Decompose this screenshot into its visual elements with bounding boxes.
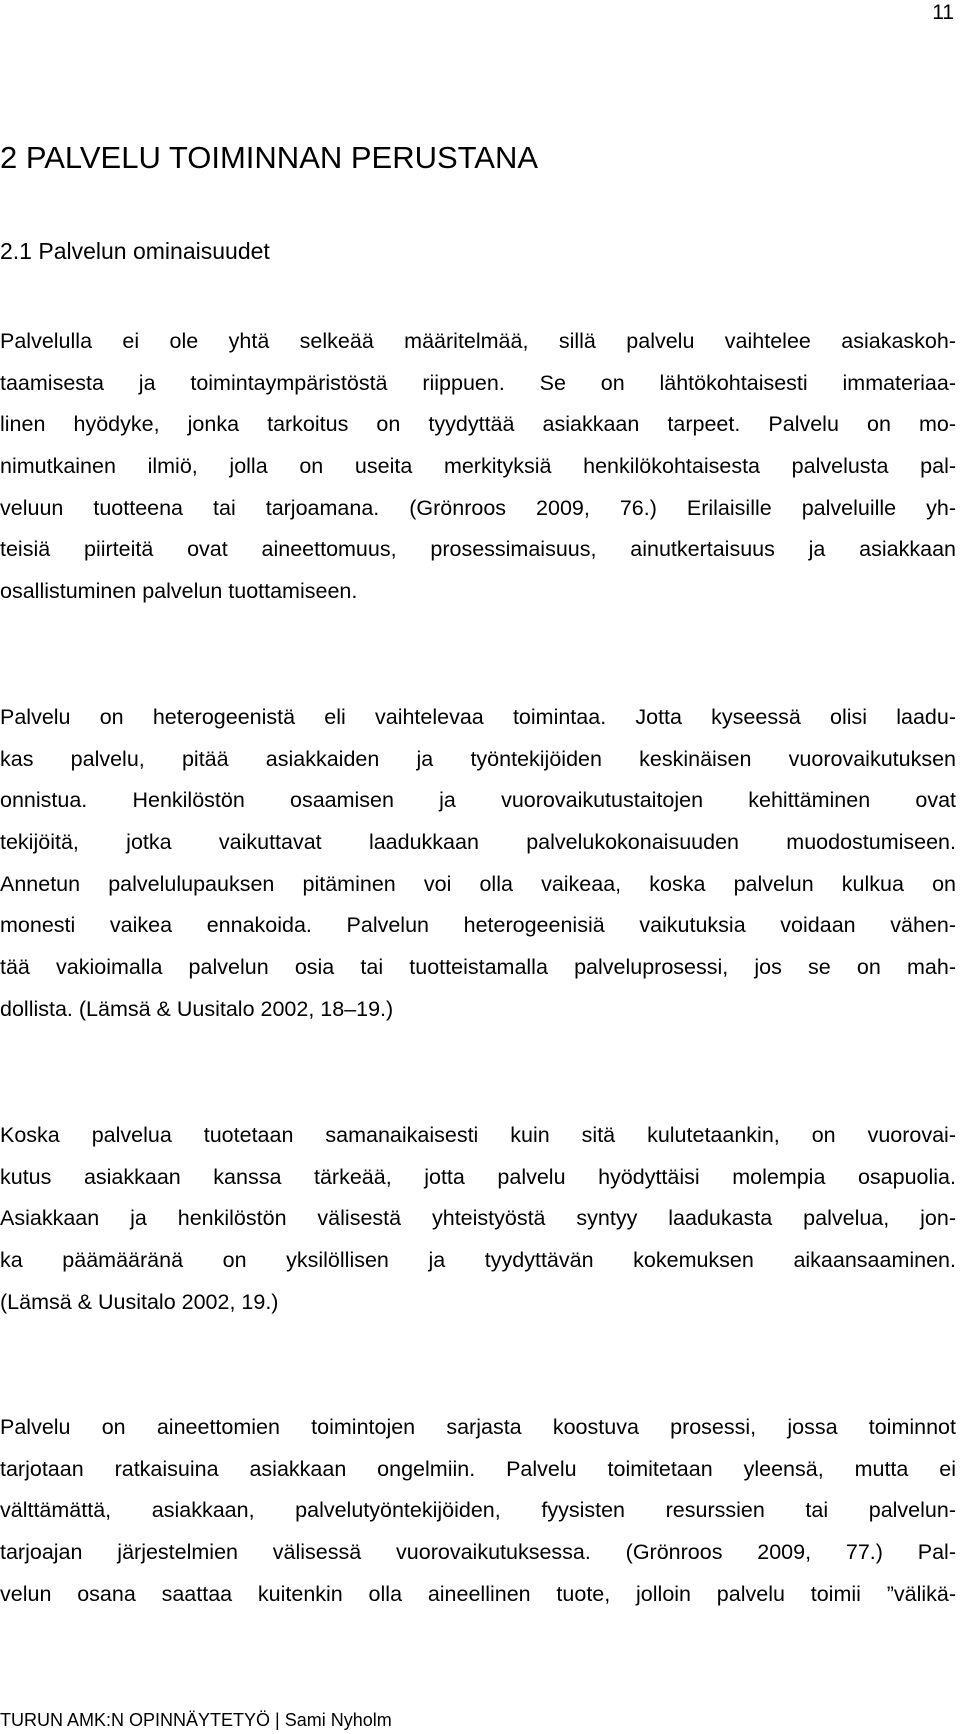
chapter-heading: 2 PALVELU TOIMINNAN PERUSTANA [0,140,539,175]
text-line: tarjotaan ratkaisuina asiakkaan ongelmiin. Palvelu toimitetaan yleensä, mutta ei [0,1456,956,1481]
text-line: (Lämsä & Uusitalo 2002, 19.) [0,1289,279,1314]
text-line: onnistua. Henkilöstön osaamisen ja vuorovaikutustaitojen kehittäminen ovat [0,788,956,813]
text-line: nimutkainen ilmiö, jolla on useita merkityksiä henkilökohtaisesta palvelusta pal- [0,454,956,479]
text-line: Palvelu on heterogeenistä eli vaihtelevaa toimintaa. Jotta kyseessä olisi laadu- [0,705,956,729]
paragraph-3 [0,1115,956,1323]
paragraph-4 [0,1407,956,1615]
text-line: tarjoajan järjestelmien välisessä vuorovaikutuksessa. (Grönroos 2009, 77.) Pal- [0,1540,956,1565]
text-line: Annetun palvelulupauksen pitäminen voi olla vaikeaa, koska palvelun kulkua on [0,871,956,896]
text-line: tää vakioimalla palvelun osia tai tuotteistamalla palveluprosessi, jos se on mah- [0,955,956,980]
text-line: linen hyödyke, jonka tarkoitus on tyydyttää asiakkaan tarpeet. Palvelu on mo- [0,412,956,437]
page-number: 11 [932,1,954,24]
text-line: taamisesta ja toimintaympäristöstä riippuen. Se on lähtökohtaisesti immateriaa- [0,370,956,395]
page-footer: TURUN AMK:N OPINNÄYTETYÖ | Sami Nyholm [0,1710,392,1730]
text-line: teisiä piirteitä ovat aineettomuus, prosessimaisuus, ainutkertaisuus ja asiakkaan [0,537,956,562]
text-line: Palvelu on aineettomien toimintojen sarjasta koostuva prosessi, jossa toiminnot [0,1415,956,1439]
text-line: Asiakkaan ja henkilöstön välisestä yhteistyöstä syntyy laadukasta palvelua, jon- [0,1206,956,1231]
text-line: velun osana saattaa kuitenkin olla aineellinen tuote, jolloin palvelu toimii ”välikä- [0,1581,956,1606]
paragraph-2 [0,697,956,1031]
text-line: dollista. (Lämsä & Uusitalo 2002, 18–19.) [0,996,394,1021]
text-line: Koska palvelua tuotetaan samanaikaisesti kuin sitä kulutetaankin, on vuorovai- [0,1123,956,1147]
text-line: välttämättä, asiakkaan, palvelutyöntekijöiden, fyysisten resurssien tai palvelun- [0,1498,956,1523]
text-line: tekijöitä, jotka vaikuttavat laadukkaan palvelukokonaisuuden muodostumiseen. [0,830,956,855]
text-line: monesti vaikea ennakoida. Palvelun heterogeenisiä vaikutuksia voidaan vähen- [0,913,956,938]
text-line: ka päämääränä on yksilöllisen ja tyydyttävän kokemuksen aikaansaaminen. [0,1248,956,1273]
text-line: kas palvelu, pitää asiakkaiden ja työntekijöiden keskinäisen vuorovaikutuksen [0,746,956,771]
text-line: Palvelulla ei ole yhtä selkeää määritelmää, sillä palvelu vaihtelee asiakaskoh- [0,329,956,353]
paragraph-1 [0,321,956,613]
text-line: veluun tuotteena tai tarjoamana. (Grönroos 2009, 76.) Erilaisille palveluille yh- [0,495,956,520]
text-line: osallistuminen palvelun tuottamiseen. [0,579,358,604]
text-line: kutus asiakkaan kanssa tärkeää, jotta palvelu hyödyttäisi molempia osapuolia. [0,1164,956,1189]
section-heading: 2.1 Palvelun ominaisuudet [0,238,270,264]
